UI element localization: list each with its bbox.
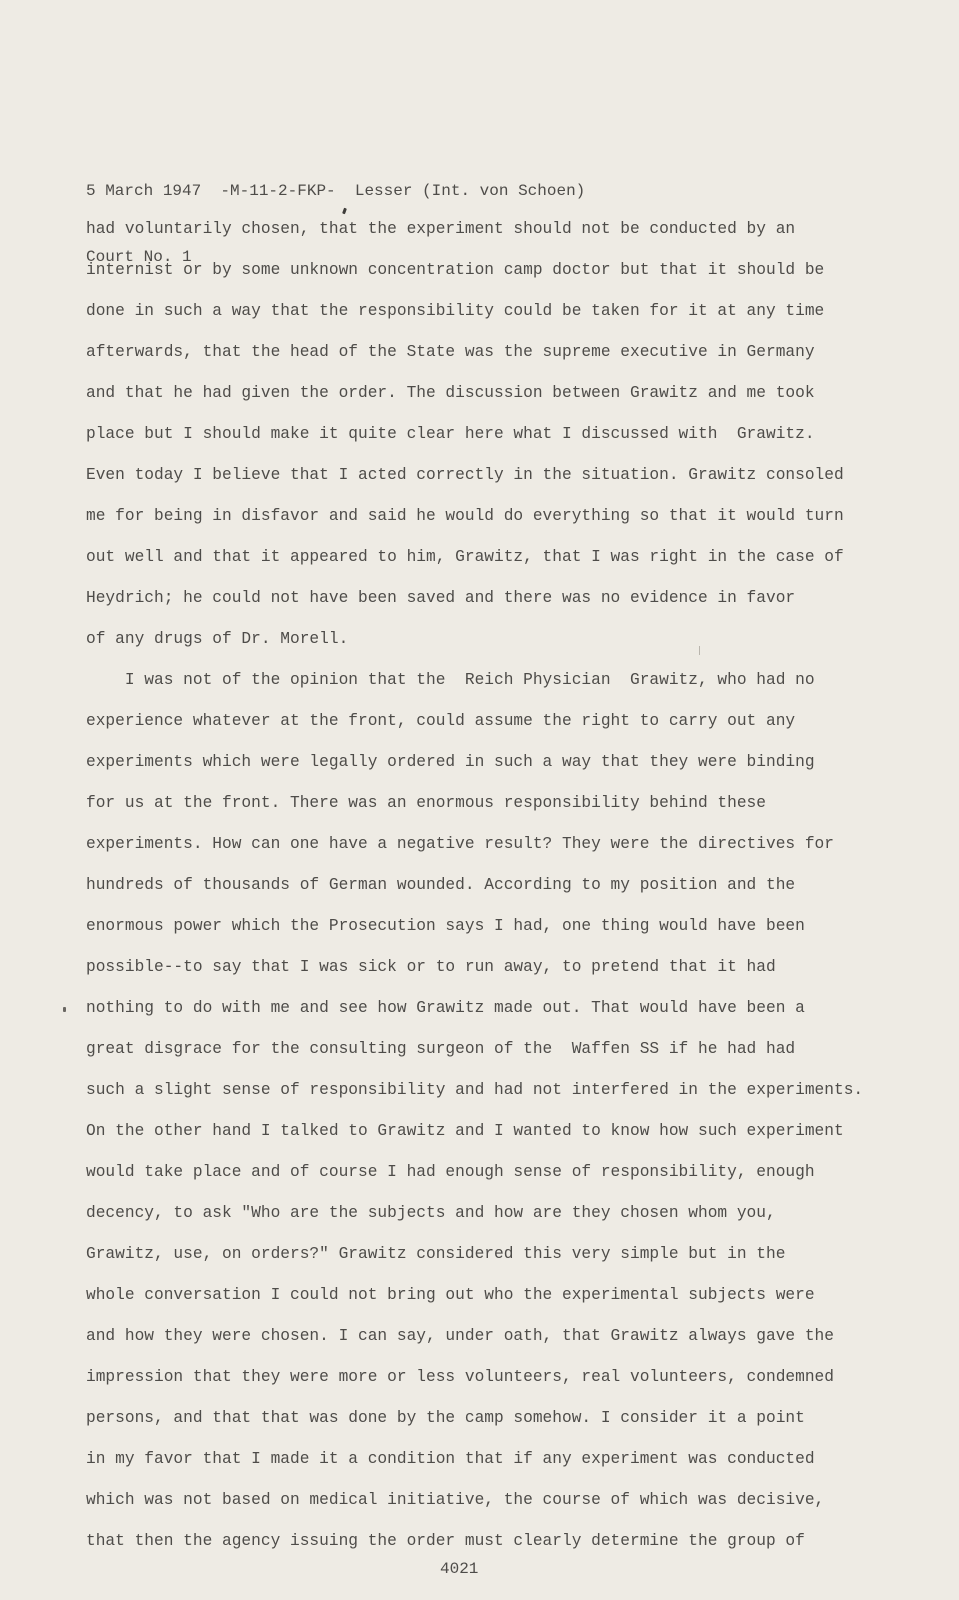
text-line: afterwards, that the head of the State was the supreme executive in Germany bbox=[86, 343, 815, 361]
text-line: experience whatever at the front, could assume the right to carry out any bbox=[86, 712, 796, 730]
text-line: me for being in disfavor and said he would do everything so that it would turn bbox=[86, 507, 844, 525]
margin-mark bbox=[63, 1007, 66, 1012]
text-line: Grawitz, use, on orders?" Grawitz considered this very simple but in the bbox=[86, 1245, 786, 1263]
text-line: done in such a way that the responsibility could be taken for it at any time bbox=[86, 302, 825, 320]
text-line: impression that they were more or less volunteers, real volunteers, condemned bbox=[86, 1368, 834, 1386]
text-line: On the other hand I talked to Grawitz and I wanted to know how such experiment bbox=[86, 1122, 844, 1140]
text-line: place but I should make it quite clear here what I discussed with Grawitz. bbox=[86, 425, 815, 443]
text-line: in my favor that I made it a condition that if any experiment was conducted bbox=[86, 1450, 815, 1468]
header-date-line: 5 March 1947 -M-11-2-FKP- Lesser (Int. von Schoen) bbox=[86, 182, 586, 200]
text-line: possible--to say that I was sick or to run away, to pretend that it had bbox=[86, 958, 776, 976]
text-line: had voluntarily chosen, that the experiment should not be conducted by an bbox=[86, 220, 796, 238]
text-line: Heydrich; he could not have been saved and there was no evidence in favor bbox=[86, 589, 796, 607]
text-line: out well and that it appeared to him, Grawitz, that I was right in the case of bbox=[86, 548, 844, 566]
testimony-text bbox=[86, 216, 906, 1569]
text-line: nothing to do with me and see how Grawitz made out. That would have been a bbox=[86, 999, 805, 1017]
text-line: would take place and of course I had enough sense of responsibility, enough bbox=[86, 1163, 815, 1181]
text-line: I was not of the opinion that the Reich Physician Grawitz, who had no bbox=[86, 671, 815, 689]
text-line: which was not based on medical initiative, the course of which was decisive, bbox=[86, 1491, 825, 1509]
text-line: that then the agency issuing the order must clearly determine the group of bbox=[86, 1532, 805, 1550]
text-line: internist or by some unknown concentration camp doctor but that it should be bbox=[86, 261, 825, 279]
text-line: great disgrace for the consulting surgeon of the Waffen SS if he had had bbox=[86, 1040, 796, 1058]
text-line: enormous power which the Prosecution says I had, one thing would have been bbox=[86, 917, 805, 935]
text-line: persons, and that that was done by the camp somehow. I consider it a point bbox=[86, 1409, 805, 1427]
header-court-line: Court No. 1 bbox=[86, 248, 192, 266]
page-number: 4021 bbox=[440, 1560, 479, 1578]
text-line: decency, to ask "Who are the subjects and how are they chosen whom you, bbox=[86, 1204, 776, 1222]
text-line: such a slight sense of responsibility and had not interfered in the experiments. bbox=[86, 1081, 864, 1099]
text-line: for us at the front. There was an enormous responsibility behind these bbox=[86, 794, 766, 812]
text-line: and how they were chosen. I can say, under oath, that Grawitz always gave the bbox=[86, 1327, 834, 1345]
text-line: Even today I believe that I acted correctly in the situation. Grawitz consoled bbox=[86, 466, 844, 484]
text-line: hundreds of thousands of German wounded. According to my position and the bbox=[86, 876, 796, 894]
text-line: whole conversation I could not bring out who the experimental subjects were bbox=[86, 1286, 815, 1304]
text-line: experiments. How can one have a negative result? They were the directives for bbox=[86, 835, 834, 853]
text-line: of any drugs of Dr. Morell. bbox=[86, 630, 349, 648]
text-line: and that he had given the order. The discussion between Grawitz and me took bbox=[86, 384, 815, 402]
text-line: experiments which were legally ordered in such a way that they were binding bbox=[86, 753, 815, 771]
